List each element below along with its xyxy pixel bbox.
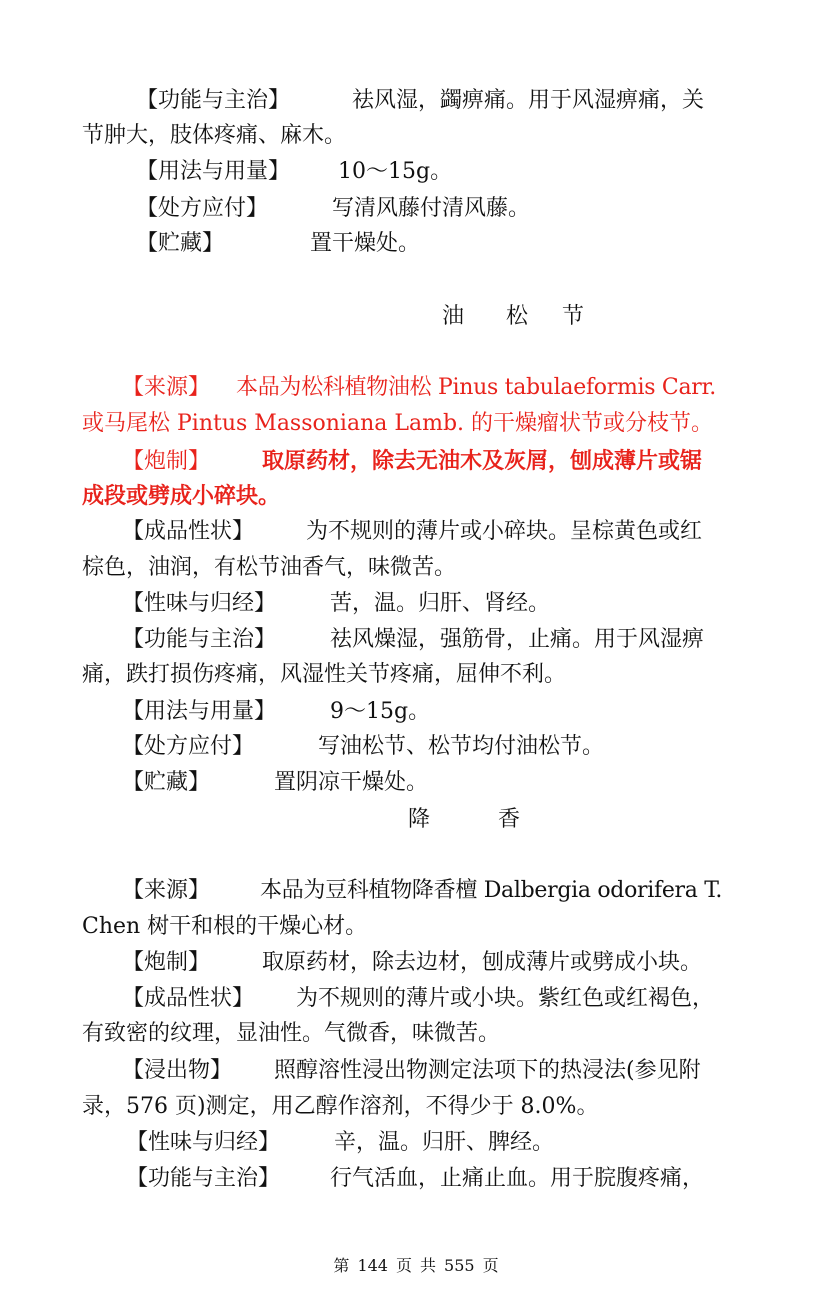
s1-rx-line: [136, 194, 530, 224]
s2-storage-text: 置阴凉干燥处。: [274, 770, 429, 795]
s3-taste-text: 辛，温。归肝、脾经。: [334, 1130, 555, 1155]
s2-taste-line: [122, 589, 550, 619]
s2-taste-label: 【性味与归经】: [122, 591, 277, 616]
s2-func-text: 祛风燥湿，强筋骨，止痛。用于风湿痹: [330, 627, 705, 652]
s2-title-char: 节: [562, 304, 585, 329]
s2-storage-label: 【贮藏】: [122, 770, 211, 795]
s1-func-text: 祛风湿，蠲痹痛。用于风湿痹痛，关: [352, 88, 705, 113]
s3-process-label: 【炮制】: [122, 950, 211, 975]
s1-rx-text: 写清风藤付清风藤。: [332, 196, 531, 221]
s3-appearance-label: 【成品性状】: [122, 986, 255, 1011]
s2-title-char: 油: [442, 304, 465, 329]
s2-func-label: 【功能与主治】: [122, 627, 277, 652]
s3-source-text: 本品为豆科植物降香檀 Dalbergia odorifera T.: [260, 878, 723, 903]
footer-total-word: 共: [420, 1256, 437, 1275]
s3-appearance-cont: 有致密的纹理，显油性。气微香，味微苦。: [82, 1021, 501, 1046]
s3-title-char: 降: [408, 807, 431, 832]
s2-rx-text: 写油松节、松节均付油松节。: [318, 734, 605, 759]
s3-appearance-line: [122, 984, 714, 1014]
s2-source-cont: 或马尾松 Pintus Massoniana Lamb. 的干燥瘤状节或分枝节。: [82, 411, 714, 436]
s2-usage-line: [122, 697, 430, 727]
s1-storage-line: [136, 229, 420, 259]
s3-taste-label: 【性味与归经】: [126, 1130, 281, 1155]
s3-extract-line: [122, 1056, 701, 1086]
s2-source-text: 本品为松科植物油松 Pinus tabulaeformis Carr.: [236, 375, 716, 400]
s2-process-line: [122, 446, 702, 477]
s2-taste-text: 苦，温。归肝、肾经。: [330, 591, 551, 616]
s2-rx-line: [122, 732, 604, 762]
footer-page-word: 页: [395, 1256, 412, 1275]
s1-rx-label: 【处方应付】: [136, 196, 269, 221]
s1-func-cont: 节肿大，肢体疼痛、麻木。: [82, 123, 347, 148]
s2-rx-label: 【处方应付】: [122, 734, 255, 759]
s3-extract-cont: 录，576 页)测定，用乙醇作溶剂，不得少于 8.0%。: [82, 1094, 599, 1119]
page-footer: [0, 1256, 832, 1276]
s2-title: [442, 302, 584, 332]
s3-func-text: 行气活血，止痛止血。用于脘腹疼痛，: [330, 1166, 705, 1191]
s3-title-char: 香: [498, 807, 521, 832]
s2-usage-label: 【用法与用量】: [122, 699, 277, 724]
s2-appearance-text: 为不规则的薄片或小碎块。呈棕黄色或红: [306, 519, 703, 544]
s3-source-label: 【来源】: [122, 878, 211, 903]
s2-func-line: [122, 625, 704, 655]
s3-extract-label: 【浸出物】: [122, 1058, 233, 1083]
s2-storage-line: [122, 768, 428, 798]
s2-source-label: 【来源】: [122, 375, 211, 400]
s1-usage-line: [136, 157, 452, 187]
s1-usage-label: 【用法与用量】: [136, 159, 291, 184]
s3-func-line: [126, 1164, 704, 1194]
footer-page-prefix: 第: [333, 1256, 350, 1275]
s2-process-cont: 成段或劈成小碎块。: [82, 483, 281, 509]
s1-usage-text: 10～15g。: [338, 159, 453, 184]
s2-appearance-label: 【成品性状】: [122, 519, 255, 544]
s2-func-cont: 痛，跌打损伤疼痛，风湿性关节疼痛，屈伸不利。: [82, 662, 567, 687]
s1-storage-text: 置干燥处。: [310, 231, 421, 256]
s1-storage-label: 【贮藏】: [136, 231, 225, 256]
footer-page-suffix: 页: [482, 1256, 499, 1275]
s2-appearance-cont: 棕色，油润，有松节油香气，味微苦。: [82, 555, 457, 580]
s3-process-text: 取原药材，除去边材，刨成薄片或劈成小块。: [262, 950, 703, 975]
s2-title-char: 松: [506, 304, 529, 329]
s1-func-label: 【功能与主治】: [136, 88, 291, 113]
s3-taste-line: [126, 1128, 554, 1158]
s3-source-cont: Chen 树干和根的干燥心材。: [82, 914, 368, 939]
s3-func-label: 【功能与主治】: [126, 1166, 281, 1191]
s2-appearance-line: [122, 517, 702, 547]
s3-source-line: [122, 876, 722, 906]
s2-process-text: 取原药材，除去无油木及灰屑，刨成薄片或锯: [262, 448, 703, 474]
s2-source-line: [122, 373, 716, 403]
s3-title: [408, 805, 520, 835]
s2-usage-text: 9～15g。: [330, 699, 431, 724]
s2-process-label: 【炮制】: [122, 449, 211, 474]
s3-appearance-text: 为不规则的薄片或小块。紫红色或红褐色，: [296, 986, 715, 1011]
s3-process-line: [122, 948, 702, 978]
s3-extract-text: 照醇溶性浸出物测定法项下的热浸法(参见附: [274, 1058, 701, 1083]
footer-page-current: 144: [357, 1256, 388, 1275]
footer-page-total: 555: [444, 1256, 475, 1275]
s1-func-line: [136, 86, 704, 116]
